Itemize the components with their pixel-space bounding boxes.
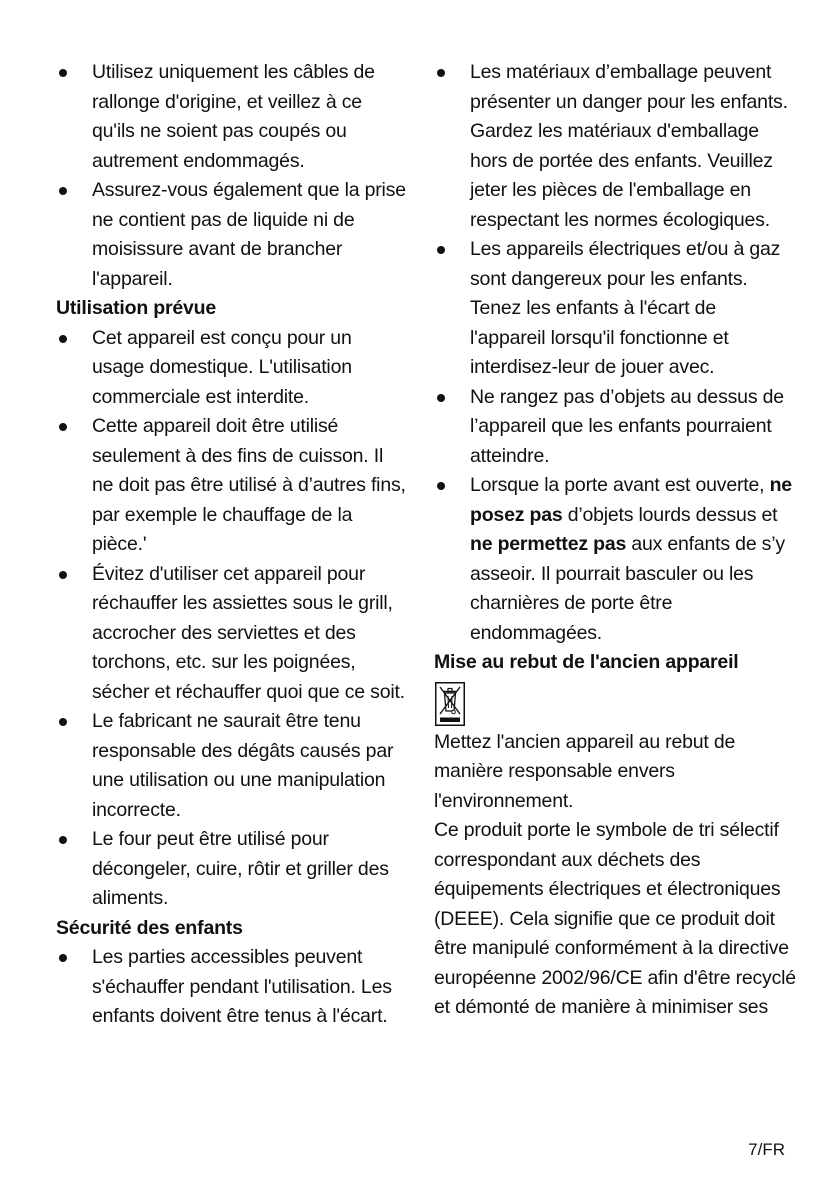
- list-item: Les appareils électriques et/ou à gaz sont dangereux pour les enfants. Tenez les enfants à l'écart de l'appareil lorsqu'il fonctionne et interdisez-leur de jouer avec.: [434, 235, 796, 383]
- section-heading-intended-use: Utilisation prévue: [56, 297, 217, 319]
- list-item: Le four peut être utilisé pour décongeler, cuire, rôtir et griller des aliments.: [56, 825, 406, 914]
- list-item: Assurez-vous également que la prise ne contient pas de liquide ni de moisissure avant de brancher l'appareil.: [56, 176, 406, 294]
- list-item: Cet appareil est conçu pour un usage domestique. L'utilisation commerciale est interdite.: [56, 324, 406, 413]
- section-heading-child-safety: Sécurité des enfants: [56, 916, 243, 939]
- weee-crossed-bin-icon: [435, 682, 465, 726]
- list-item: Les matériaux d’emballage peuvent présenter un danger pour les enfants. Gardez les matériaux d'emballage hors de portée des enfants. Veuillez jeter les pièces de l'emballage en respectant les normes écologiques.: [434, 58, 796, 235]
- list-item: Utilisez uniquement les câbles de rallonge d'origine, et veillez à ce qu'ils ne soient pas coupés ou autrement endommagés.: [56, 58, 406, 176]
- door-text-1: Lorsque la porte avant est ouverte,: [470, 474, 770, 496]
- list-item: Ne rangez pas d’objets au dessus de l’appareil que les enfants pourraient atteindre.: [434, 383, 796, 472]
- left-column: [56, 58, 406, 1032]
- right-column: [434, 58, 796, 1023]
- section-heading-disposal: Mise au rebut de l'ancien appareil: [434, 651, 739, 673]
- disposal-paragraph-2: Ce produit porte le symbole de tri sélectif correspondant aux déchets des équipements électriques et électroniques (DEEE). Cela signifie que ce produit doit être manipulé conformément à la directive européenne 2002/96/CE afin d'être recyclé et démonté de manière à minimiser ses: [434, 819, 796, 1018]
- intro-bullet-list: [56, 58, 406, 294]
- door-text-2: d’objets lourds dessus et: [562, 503, 778, 526]
- child-safety-bullet-list: [56, 943, 406, 1032]
- list-item-door-warning: [434, 471, 796, 648]
- list-item: Cette appareil doit être utilisé seulement à des fins de cuisson. Il ne doit pas être utilisé à d’autres fins, par exemple le chauffage de la pièce.': [56, 412, 406, 560]
- list-item: Évitez d'utiliser cet appareil pour réchauffer les assiettes sous le grill, accrocher des serviettes et des torchons, etc. sur les poignées, sécher et réchauffer quoi que ce soit.: [56, 560, 406, 708]
- door-emphasis-2: ne permettez pas: [470, 533, 627, 555]
- list-item: Le fabricant ne saurait être tenu responsable des dégâts causés par une utilisation ou une manipulation incorrecte.: [56, 707, 406, 825]
- list-item: Les parties accessibles peuvent s'échauffer pendant l'utilisation. Les enfants doivent être tenus à l'écart.: [56, 943, 406, 1032]
- door-text-3: aux enfants de s’y asseoir. Il pourrait basculer ou les charnières de porte être endommagées.: [470, 533, 785, 644]
- intended-use-bullet-list: [56, 324, 406, 914]
- disposal-paragraph-1: Mettez l'ancien appareil au rebut de manière responsable envers l'environnement.: [434, 730, 736, 812]
- page-number: 7/FR: [748, 1140, 785, 1159]
- door-emphasis-1: ne posez pas: [470, 474, 792, 526]
- child-safety-continued-list: [434, 58, 796, 648]
